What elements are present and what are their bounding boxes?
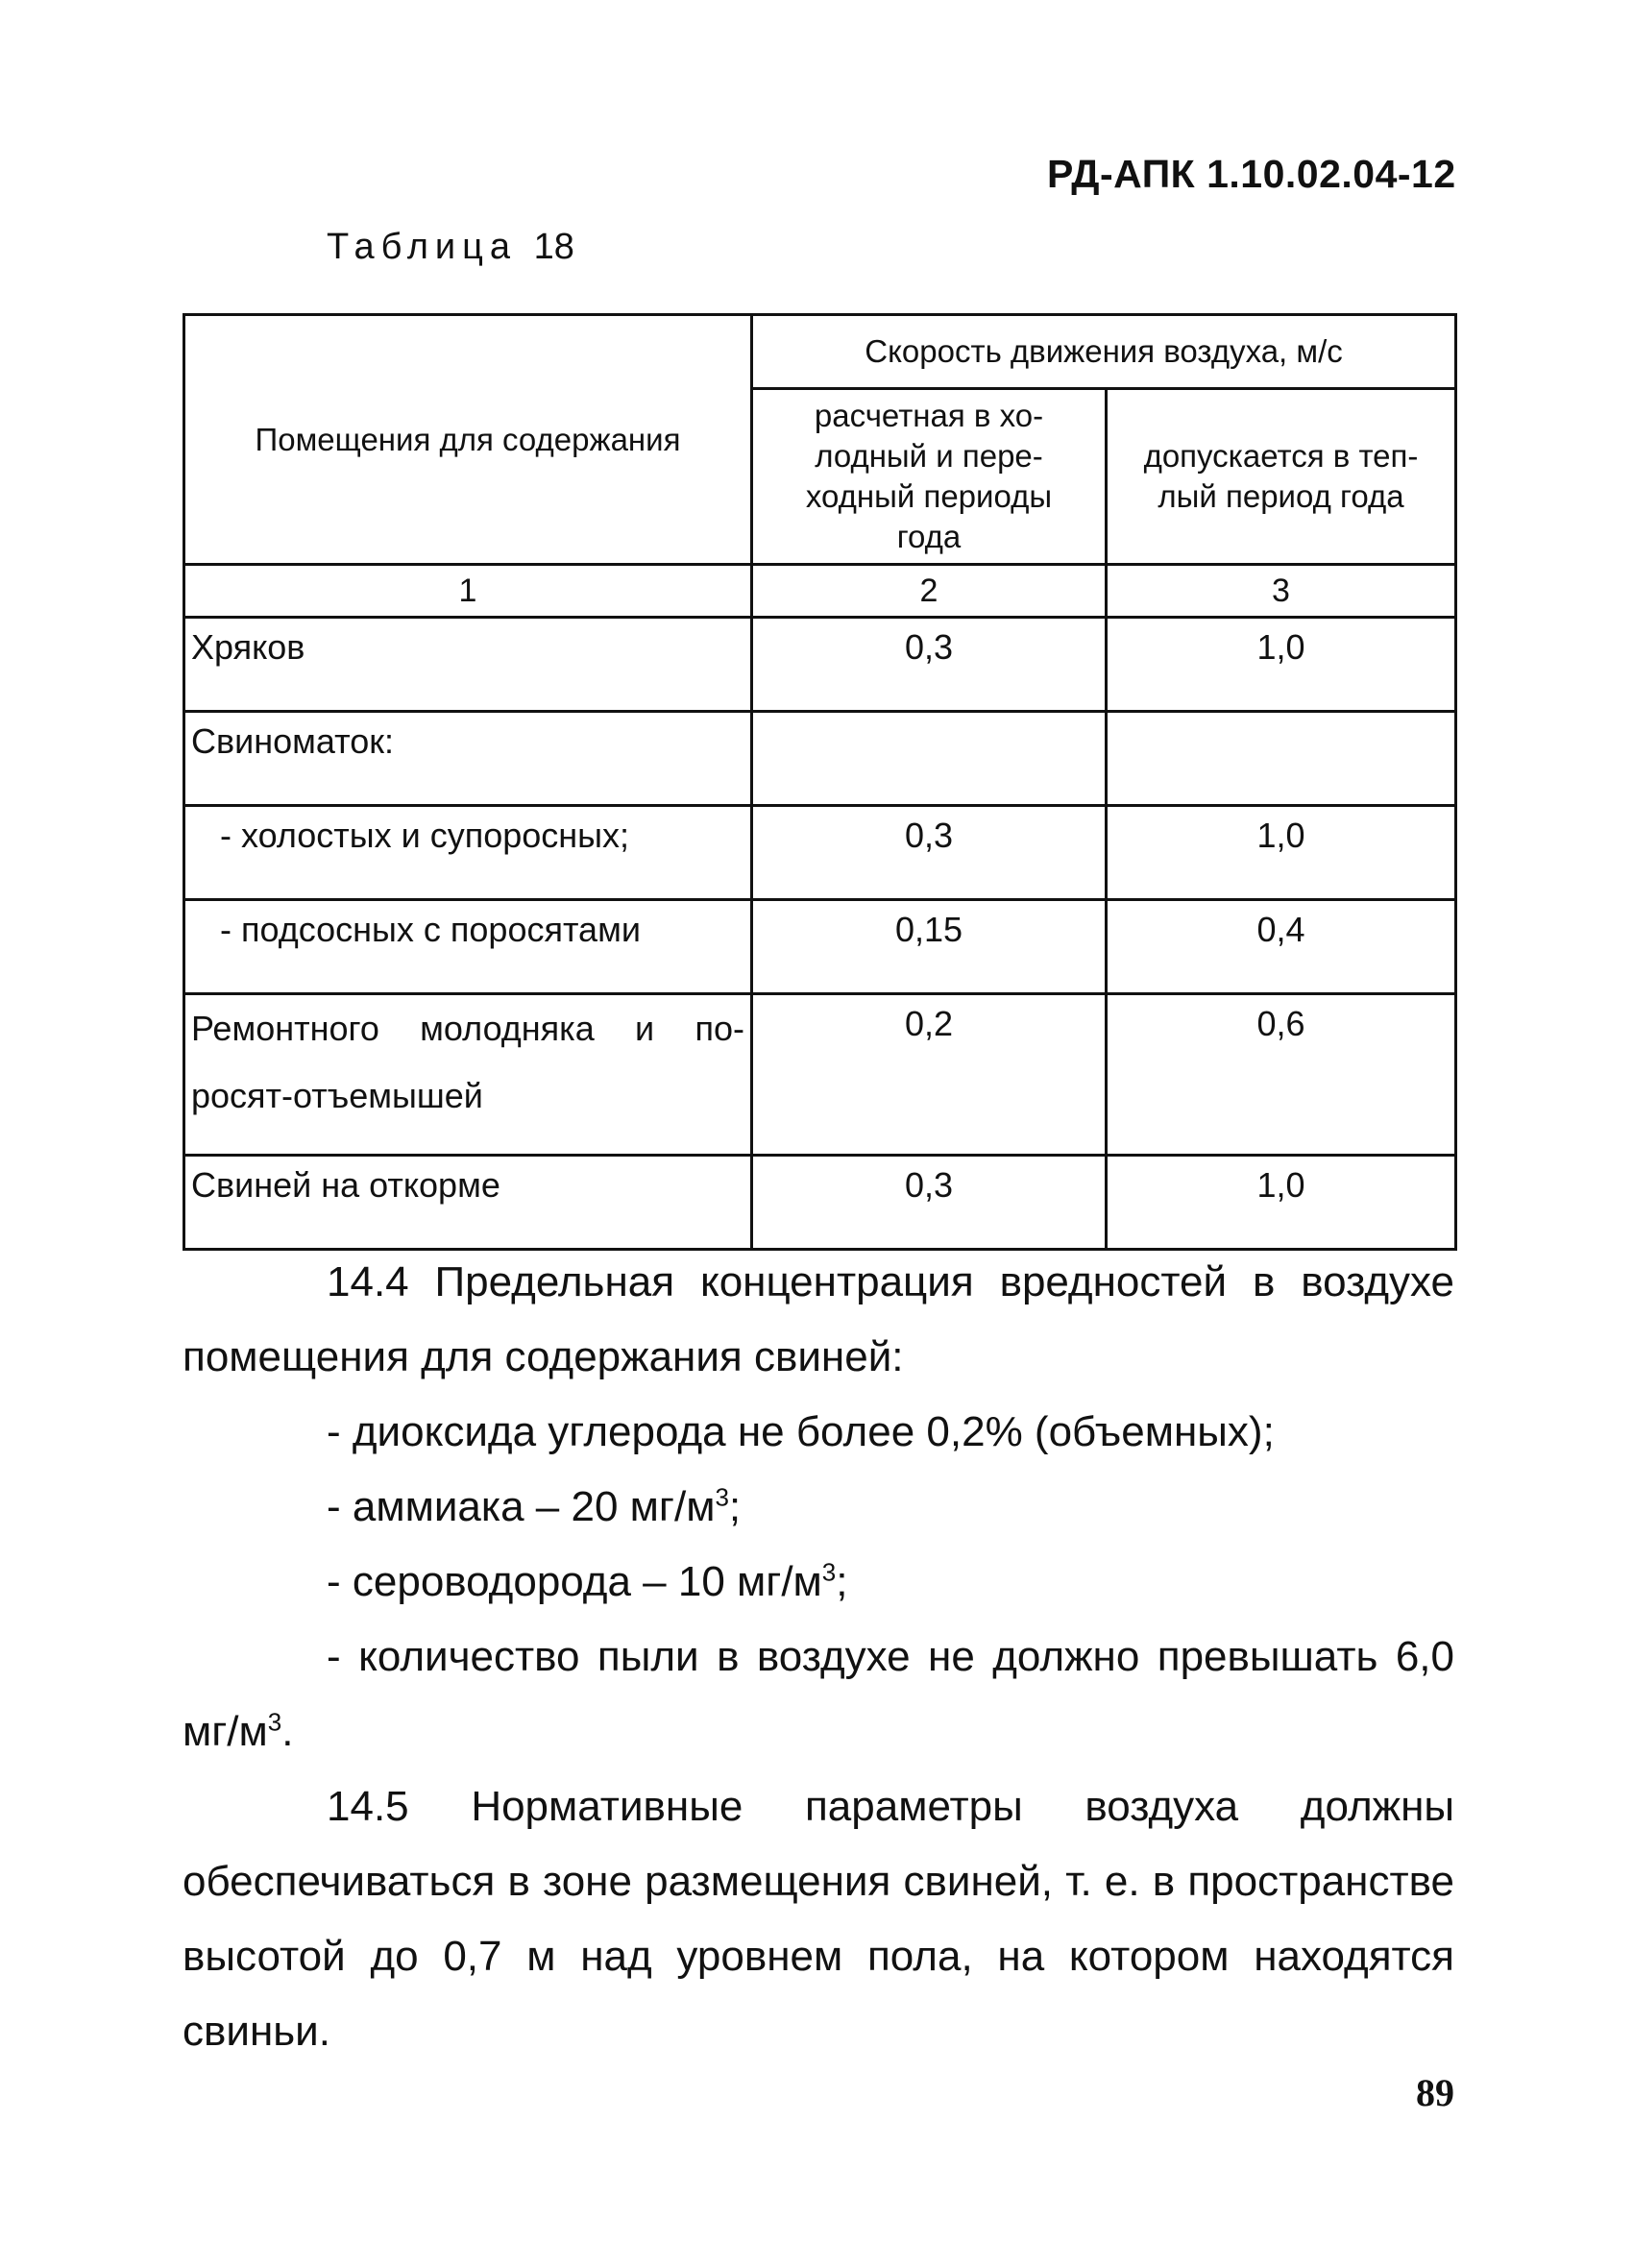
table-row [184,900,1456,994]
row-calc-value [752,712,1107,806]
list-item-text: - аммиака – 20 мг/м [327,1483,716,1530]
row-calc-value: 0,3 [752,618,1107,712]
row-warm-value [1107,712,1456,806]
list-item-h2s [183,1545,1454,1620]
row-name-line: росят-отъемышей [191,1076,483,1115]
group-header: Скорость движения воздуха, м/с [752,315,1456,389]
column-number: 2 [752,565,1107,618]
row-calc-value: 0,3 [752,806,1107,900]
body-text [183,1245,1454,2069]
col2-header-line: ходный периоды [805,478,1053,514]
list-item-text: - количество пыли в воздухе не должно превышать 6,0 мг/м [183,1633,1454,1755]
col2-header-line: лодный и пере- [815,438,1043,474]
col2-header-line: года [896,519,962,554]
punctuation: . [281,1708,294,1755]
row-name-line: Ремонтного молодняка и по- [191,1009,744,1048]
row-warm-value: 1,0 [1107,1156,1456,1250]
col3-header [1107,389,1456,565]
row-warm-value: 1,0 [1107,618,1456,712]
superscript: 3 [821,1557,837,1587]
column-number: 1 [184,565,752,618]
table-row [184,806,1456,900]
list-item-dust [183,1620,1454,1769]
col1-header: Помещения для содержания [184,315,752,565]
col2-header-line: расчетная в хо- [814,398,1044,433]
page-number: 89 [1416,2071,1454,2114]
paragraph-14-5: 14.5 Нормативные параметры воздуха должны обеспечиваться в зоне размещения свиней, т. е. в пространстве высотой до 0,7 м над уровнем пола, на котором находятся свиньи. [183,1783,1454,2055]
table-row [184,618,1456,712]
superscript: 3 [267,1707,282,1737]
document-code: РД-АПК 1.10.02.04-12 [1047,152,1456,196]
col3-header-line: допускается в теп- [1143,438,1419,474]
row-name [184,994,752,1156]
row-name: Хряков [184,618,752,712]
table-caption-number: 18 [533,227,574,267]
table-caption [327,227,574,268]
table-caption-word: Таблица [327,227,517,267]
list-item-ammonia [183,1470,1454,1545]
table-row [184,712,1456,806]
paragraph-14-4: 14.4 Предельная концентрация вредностей в воздухе помещения для содержания свиней: [183,1258,1454,1380]
row-name: - холостых и супоросных; [184,806,752,900]
col2-header [752,389,1107,565]
punctuation: ; [728,1483,742,1530]
table-row [184,1156,1456,1250]
row-warm-value: 0,4 [1107,900,1456,994]
row-calc-value: 0,15 [752,900,1107,994]
row-warm-value: 0,6 [1107,994,1456,1156]
list-item-text: - сероводорода – 10 мг/м [327,1558,822,1605]
punctuation: ; [836,1558,848,1605]
column-number: 3 [1107,565,1456,618]
col3-header-line: лый период года [1158,478,1404,514]
row-name: Свиноматок: [184,712,752,806]
air-velocity-table [183,313,1457,1251]
row-calc-value: 0,2 [752,994,1107,1156]
row-name: - подсосных с поросятами [184,900,752,994]
row-name: Свиней на откорме [184,1156,752,1250]
row-warm-value: 1,0 [1107,806,1456,900]
list-item-co2: - диоксида углерода не более 0,2% (объемных); [327,1408,1275,1455]
row-calc-value: 0,3 [752,1156,1107,1250]
superscript: 3 [715,1482,729,1512]
table-row [184,994,1456,1156]
